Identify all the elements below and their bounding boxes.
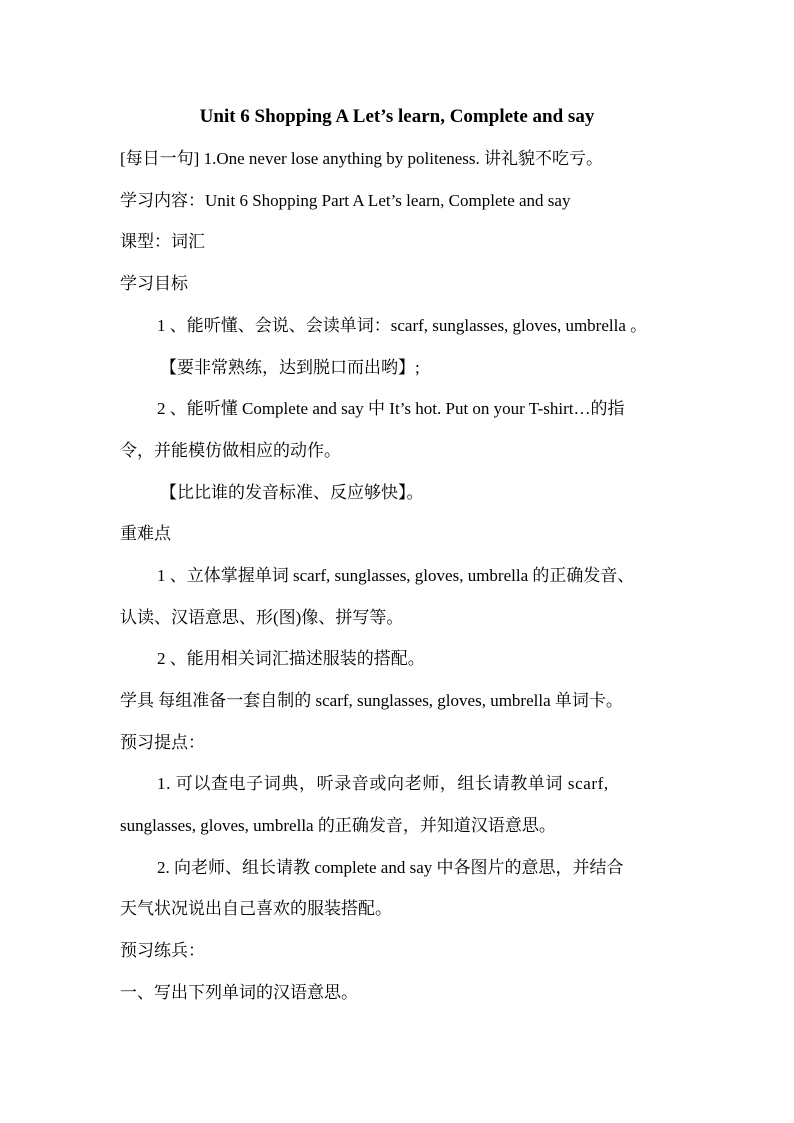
key-point-item-1-line-1: 1 、立体掌握单词 scarf, sunglasses, gloves, umbrella 的正确发音、 [157,566,635,585]
key-point-item-2: 2 、能用相关词汇描述服装的搭配。 [157,649,425,668]
practice-item-1: 一、写出下列单词的汉语意思。 [120,983,358,1002]
tools-line: 学具 每组准备一套自制的 scarf, sunglasses, gloves, umbrella 单词卡。 [120,691,623,710]
lesson-type: 课型：词汇 [120,232,205,251]
learning-content: 学习内容：Unit 6 Shopping Part A Let’s learn, Complete and say [120,191,571,210]
objective-item-2-line-2: 令，并能模仿做相应的动作。 [120,441,341,460]
preview-tips-heading: 预习提点： [120,733,205,752]
preview-tip-item-2-line-2: 天气状况说出自己喜欢的服装搭配。 [120,899,392,918]
objective-item-2-line-1: 2 、能听懂 Complete and say 中 It’s hot. Put on your T-shirt…的指 [157,399,625,418]
document-title: Unit 6 Shopping A Let’s learn, Complete and say [199,106,595,127]
objectives-heading: 学习目标 [120,274,188,293]
key-point-item-1-line-2: 认读、汉语意思、形(图)像、拼写等。 [120,608,404,627]
objective-item-2-note: 【比比谁的发音标准、反应够快】。 [160,483,424,502]
preview-tip-item-2-line-1: 2. 向老师、组长请教 complete and say 中各图片的意思，并结合 [157,858,624,877]
preview-tip-item-1-line-2: sunglasses, gloves, umbrella 的正确发音，并知道汉语意思。 [120,816,556,835]
objective-item-1: 1 、能听懂、会说、会读单词：scarf, sunglasses, gloves, umbrella 。 [157,316,648,335]
preview-tip-item-1-line-1: 1. 可以查电子词典，听录音或向老师，组长请教单词 scarf, [157,774,609,793]
key-points-heading: 重难点 [120,524,171,543]
objective-item-1-note: 【要非常熟练，达到脱口而出哟】; [160,358,420,377]
daily-sentence: [每日一句] 1.One never lose anything by politeness. 讲礼貌不吃亏。 [120,149,604,168]
practice-heading: 预习练兵： [120,941,205,960]
